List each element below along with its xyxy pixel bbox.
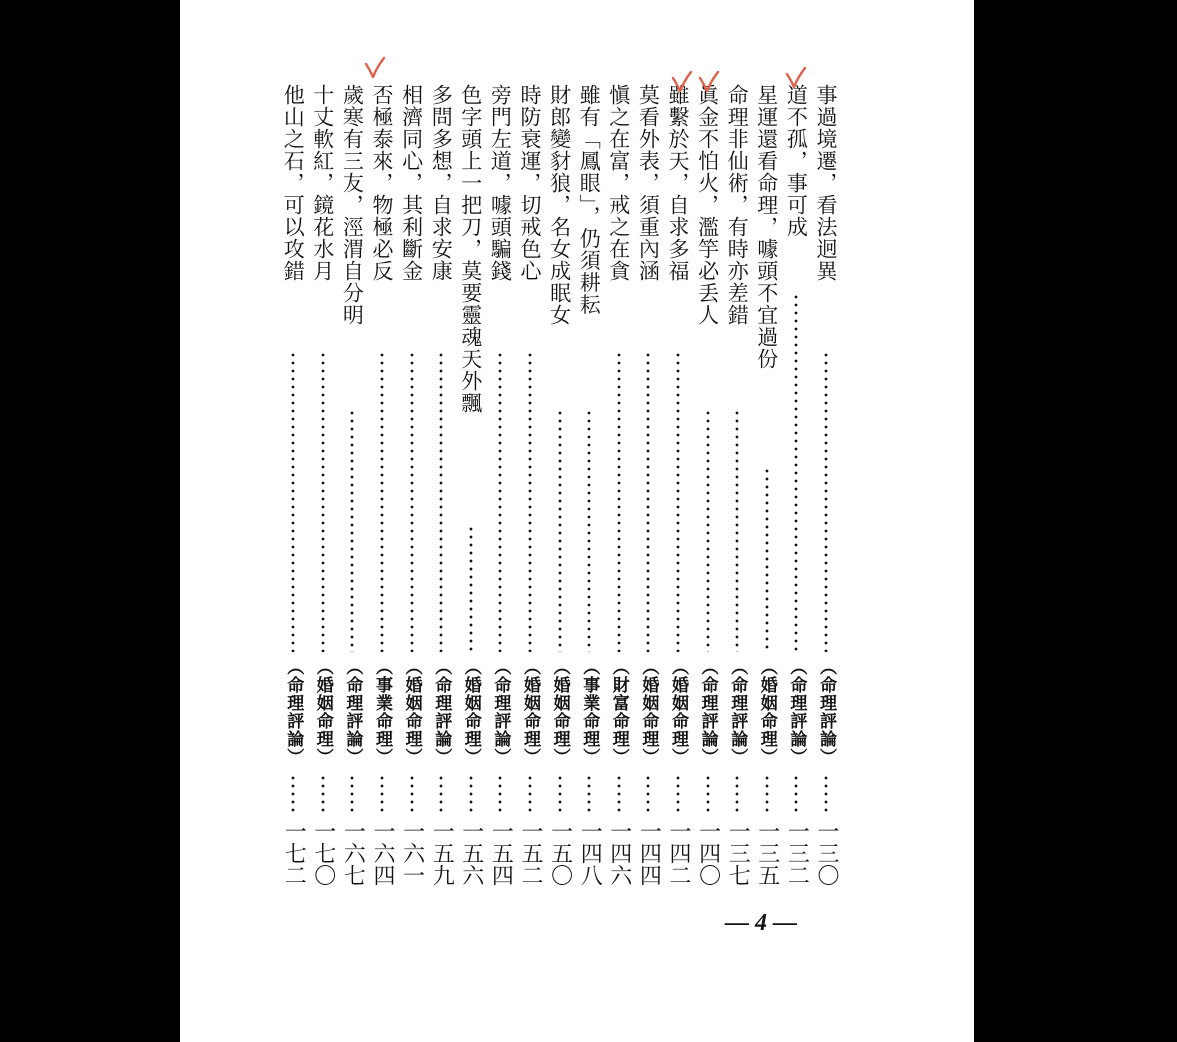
entry-page-number: 一七二 xyxy=(281,820,307,886)
toc-entry xyxy=(486,84,514,904)
leader-dots xyxy=(469,774,473,816)
entry-page-number: 一六一 xyxy=(399,820,425,886)
leader-dots xyxy=(765,774,769,816)
entry-category: （婚姻命理） xyxy=(638,658,659,766)
entry-page-number: 一四六 xyxy=(606,820,632,886)
leader-dots xyxy=(528,351,532,652)
entry-category: （事業命理） xyxy=(579,658,600,766)
leader-dots xyxy=(439,774,443,816)
entry-title: 財郎變豺狼，名女成眠女 xyxy=(547,84,572,326)
entry-title: 星運還看命理，噱頭不宜過份 xyxy=(754,84,779,370)
leader-dots xyxy=(350,774,354,816)
leader-dots xyxy=(676,351,680,652)
entry-page-number: 一四八 xyxy=(577,820,603,886)
toc-entry xyxy=(575,84,603,904)
entry-category: （婚姻命理） xyxy=(401,658,422,766)
leader-dots xyxy=(291,774,295,816)
leader-dots xyxy=(410,351,414,652)
leader-dots xyxy=(321,351,325,652)
entry-category: （婚姻命理） xyxy=(549,658,570,766)
toc-entry xyxy=(546,84,574,904)
toc-entry xyxy=(812,84,840,904)
leader-dots xyxy=(498,774,502,816)
leader-dots xyxy=(617,351,621,652)
entry-page-number: 一三七 xyxy=(725,820,751,886)
leader-dots xyxy=(558,774,562,816)
entry-title: 多問多想，自求安康 xyxy=(429,84,454,282)
entry-category: （財富命理） xyxy=(608,658,629,766)
leader-dots xyxy=(824,774,828,816)
leader-dots xyxy=(706,774,710,816)
toc-entry xyxy=(634,84,662,904)
entry-title: 莫看外表，須重內涵 xyxy=(636,84,661,282)
entry-page-number: 一三〇 xyxy=(814,820,839,886)
entry-category: （命理評論） xyxy=(786,658,807,766)
leader-dots xyxy=(291,351,295,652)
leader-dots xyxy=(824,351,828,652)
entry-title: 眞金不怕火，濫竽必丢人 xyxy=(695,84,720,326)
entry-title: 愼之在富，戒之在貪 xyxy=(606,84,631,282)
check-mark-icon xyxy=(698,70,720,94)
leader-dots xyxy=(794,293,798,652)
entry-title: 道不孤，事可成 xyxy=(784,84,809,238)
entry-category: （命理評論） xyxy=(283,658,304,766)
entry-page-number: 一五二 xyxy=(518,820,543,886)
toc-entry xyxy=(309,84,337,904)
leader-dots xyxy=(439,351,443,652)
toc-entry xyxy=(338,84,366,904)
leader-dots xyxy=(587,774,591,816)
leader-dots xyxy=(558,409,562,652)
entry-title: 命理非仙術，有時亦差錯 xyxy=(725,84,750,326)
entry-title: 色字頭上一把刀，莫要靈魂天外飄 xyxy=(458,84,483,414)
entry-category: （婚姻命理） xyxy=(520,658,540,766)
check-mark-icon xyxy=(785,66,807,90)
entry-page-number: 一四〇 xyxy=(695,820,721,886)
entry-category: （命理評論） xyxy=(697,658,718,766)
entry-title: 否極泰來，物極必反 xyxy=(370,84,394,282)
entry-category: （事業命理） xyxy=(372,658,392,766)
entry-title: 相濟同心，其利斷金 xyxy=(399,84,424,282)
entry-page-number: 一四二 xyxy=(666,820,691,886)
entry-title: 事過境遷，看法迥異 xyxy=(814,84,838,282)
leader-dots xyxy=(380,351,384,652)
check-mark-icon xyxy=(671,70,693,94)
leader-dots xyxy=(794,774,798,816)
entry-category: （命理評論） xyxy=(727,658,748,766)
toc-entry xyxy=(398,84,426,904)
page-number: — 4 — xyxy=(725,910,797,936)
leader-dots xyxy=(646,774,650,816)
toc-entry xyxy=(723,84,751,904)
entry-category: （婚姻命理） xyxy=(460,658,481,766)
entry-page-number: 一四四 xyxy=(636,820,662,886)
entry-title: 時防衰運，切戒色心 xyxy=(518,84,542,282)
leader-dots xyxy=(587,409,591,652)
toc-entry xyxy=(457,84,485,904)
leader-dots xyxy=(646,351,650,652)
entry-page-number: 一五六 xyxy=(458,820,484,886)
entry-category: （婚姻命理） xyxy=(668,658,688,766)
check-mark-icon xyxy=(364,56,386,80)
leader-dots xyxy=(350,409,354,652)
entry-title: 旁門左道，噱頭騙錢 xyxy=(488,84,513,282)
entry-category: （命理評論） xyxy=(816,658,836,766)
entry-page-number: 一三五 xyxy=(754,820,780,886)
toc-entry xyxy=(782,84,810,904)
leader-dots xyxy=(380,774,384,816)
toc-entry xyxy=(605,84,633,904)
entry-title: 雖繫於天，自求多福 xyxy=(666,84,690,282)
entry-category: （婚姻命理） xyxy=(312,658,333,766)
toc-entry xyxy=(427,84,455,904)
entry-category: （命理評論） xyxy=(342,658,363,766)
leader-dots xyxy=(735,409,739,652)
book-page xyxy=(180,0,974,1042)
entry-page-number: 一三二 xyxy=(784,820,810,886)
leader-dots xyxy=(321,774,325,816)
entry-page-number: 一七〇 xyxy=(310,820,336,886)
entry-title: 他山之石，可以攻錯 xyxy=(281,84,306,282)
toc-entry xyxy=(516,84,544,904)
toc-entry xyxy=(753,84,781,904)
entry-category: （命理評論） xyxy=(490,658,511,766)
toc-entry xyxy=(694,84,722,904)
entry-page-number: 一六四 xyxy=(370,820,395,886)
leader-dots xyxy=(617,774,621,816)
entry-title: 歲寒有三友，涇渭自分明 xyxy=(340,84,365,326)
toc-entry xyxy=(279,84,307,904)
entry-page-number: 一五〇 xyxy=(547,820,573,886)
entry-category: （婚姻命理） xyxy=(756,658,777,766)
leader-dots xyxy=(469,525,473,652)
entry-page-number: 一六七 xyxy=(340,820,366,886)
entry-page-number: 一五四 xyxy=(488,820,514,886)
leader-dots xyxy=(410,774,414,816)
entry-title: 十丈軟紅，鏡花水月 xyxy=(310,84,335,282)
leader-dots xyxy=(498,351,502,652)
toc-entry xyxy=(368,84,396,904)
leader-dots xyxy=(735,774,739,816)
leader-dots xyxy=(528,774,532,816)
leader-dots xyxy=(676,774,680,816)
leader-dots xyxy=(765,467,769,652)
leader-dots xyxy=(706,409,710,652)
entry-page-number: 一五九 xyxy=(429,820,455,886)
entry-title: 雖有「鳳眼」，仍須耕耘 xyxy=(577,84,602,316)
entry-category: （命理評論） xyxy=(431,658,452,766)
toc-entry xyxy=(664,84,692,904)
